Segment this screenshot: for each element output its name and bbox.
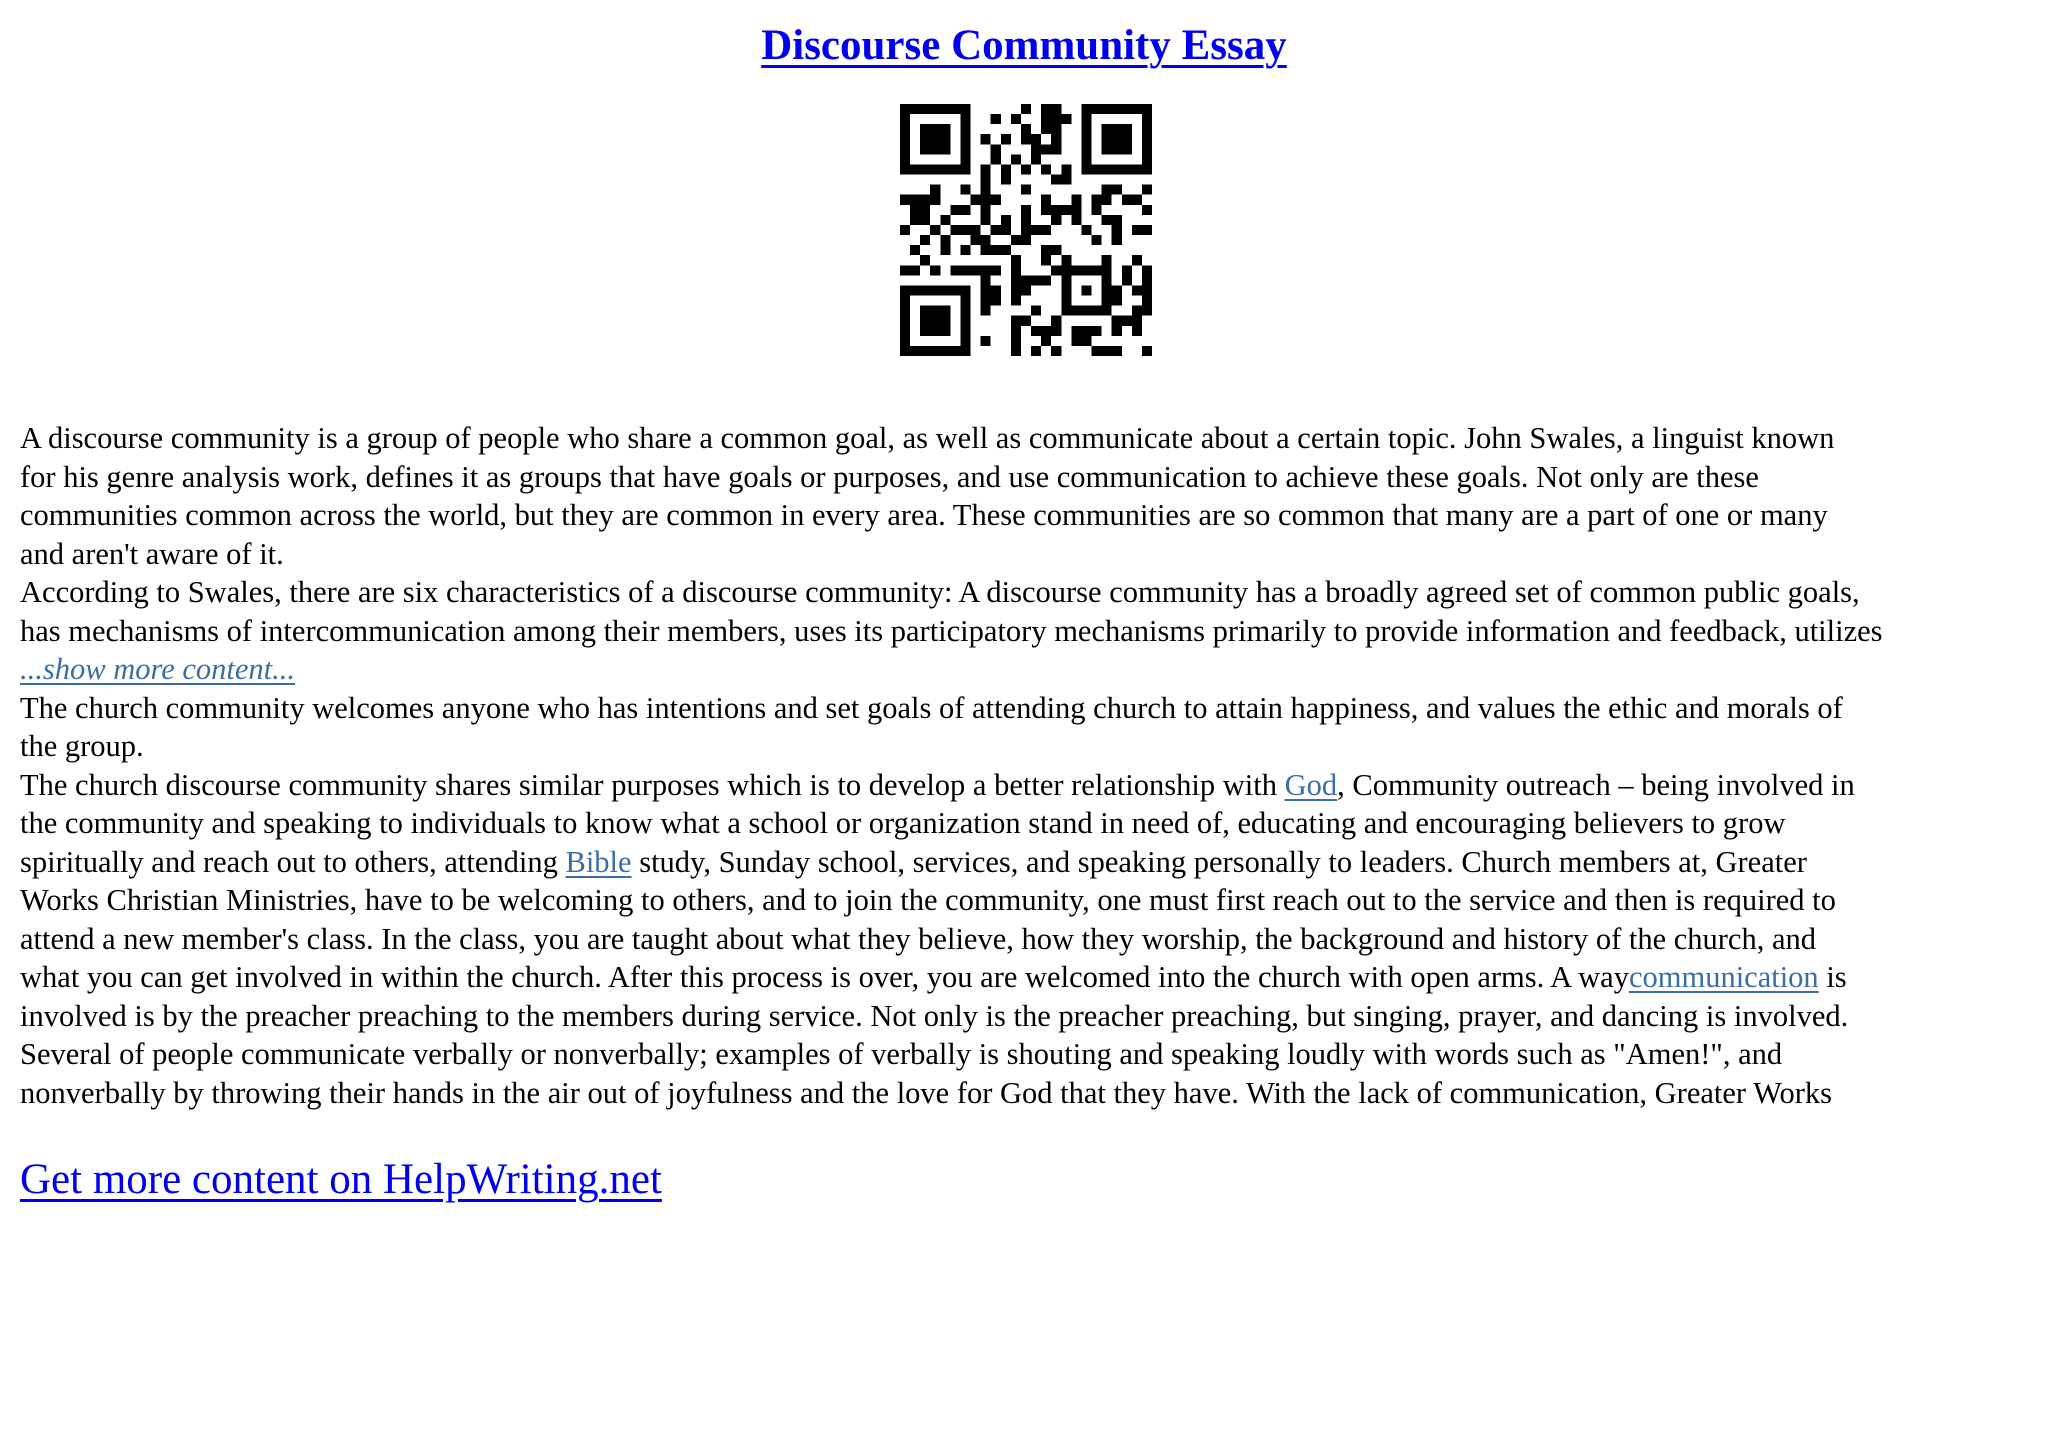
- paragraph-line: communities common across the world, but they are common in every area. These communities are so common that many are a part of one or many: [20, 498, 1828, 532]
- paragraph-line: for his genre analysis work, defines it as groups that have goals or purposes, and use communication to achieve these goals. Not only are these: [20, 459, 1759, 494]
- paragraph-line: and aren't aware of it.: [20, 536, 284, 571]
- text-segment: is: [1818, 960, 1847, 994]
- paragraph-line: [20, 766, 2038, 805]
- god-link[interactable]: God: [1284, 767, 1338, 802]
- paragraph-line: the community and speaking to individuals to know what a school or organization stand in need of, educating and encouraging believers to grow: [20, 806, 1786, 840]
- paragraph-line: involved is by the preacher preaching to the members during service. Not only is the preacher preaching, but singing, prayer, and dancing is involved.: [20, 998, 1849, 1033]
- text-segment: spiritually and reach out to others, attending: [20, 844, 566, 879]
- qr-code-icon: [900, 104, 1152, 356]
- show-more-link[interactable]: ...show more content...: [20, 652, 296, 686]
- bible-link[interactable]: Bible: [565, 844, 632, 879]
- text-segment: , Community outreach – being involved in: [1337, 767, 1855, 802]
- paragraph-line: The church community welcomes anyone who has intentions and set goals of attending church to attain happiness, and values the ethic and morals of: [20, 690, 1843, 725]
- text-segment: study, Sunday school, services, and speaking personally to leaders. Church members at, Greater: [631, 844, 1807, 879]
- paragraph-line: the group.: [20, 729, 144, 763]
- paragraph-line: nonverbally by throwing their hands in the air out of joyfulness and the love for God that they have. With the lack of communication, Greater Works: [20, 1075, 1833, 1110]
- text-segment: what you can get involved in within the church. After this process is over, you are welcomed into the church with open arms. A way: [20, 960, 1629, 994]
- paragraph-line: [20, 958, 2038, 997]
- paragraph-line: According to Swales, there are six characteristics of a discourse community: A discourse community has a broadly agreed set of common public goals,: [20, 575, 1860, 609]
- paragraph-line: attend a new member's class. In the class, you are taught about what they believe, how they worship, the background and history of the church, and: [20, 921, 1817, 956]
- page-title-link[interactable]: Discourse Community Essay: [761, 22, 1287, 69]
- paragraph-line: [20, 843, 2038, 882]
- essay-body: [20, 419, 2038, 1112]
- paragraph-line: Several of people communicate verbally or nonverbally; examples of verbally is shouting and speaking loudly with words such as "Amen!", and: [20, 1037, 1783, 1071]
- paragraph-line: A discourse community is a group of people who share a common goal, as well as communicate about a certain topic. John Swales, a linguist known: [20, 421, 1835, 455]
- paragraph-line: Works Christian Ministries, have to be welcoming to others, and to join the community, one must first reach out to the service and then is required to: [20, 883, 1836, 917]
- get-more-content-link[interactable]: Get more content on HelpWriting.net: [20, 1156, 662, 1203]
- title-container: [0, 18, 2048, 74]
- paragraph-line: has mechanisms of intercommunication among their members, uses its participatory mechanisms primarily to provide information and feedback, utilizes: [20, 613, 1883, 648]
- show-more-line: [20, 650, 2038, 689]
- communication-link[interactable]: communication: [1628, 960, 1819, 994]
- text-segment: The church discourse community shares similar purposes which is to develop a better relationship with: [20, 767, 1285, 802]
